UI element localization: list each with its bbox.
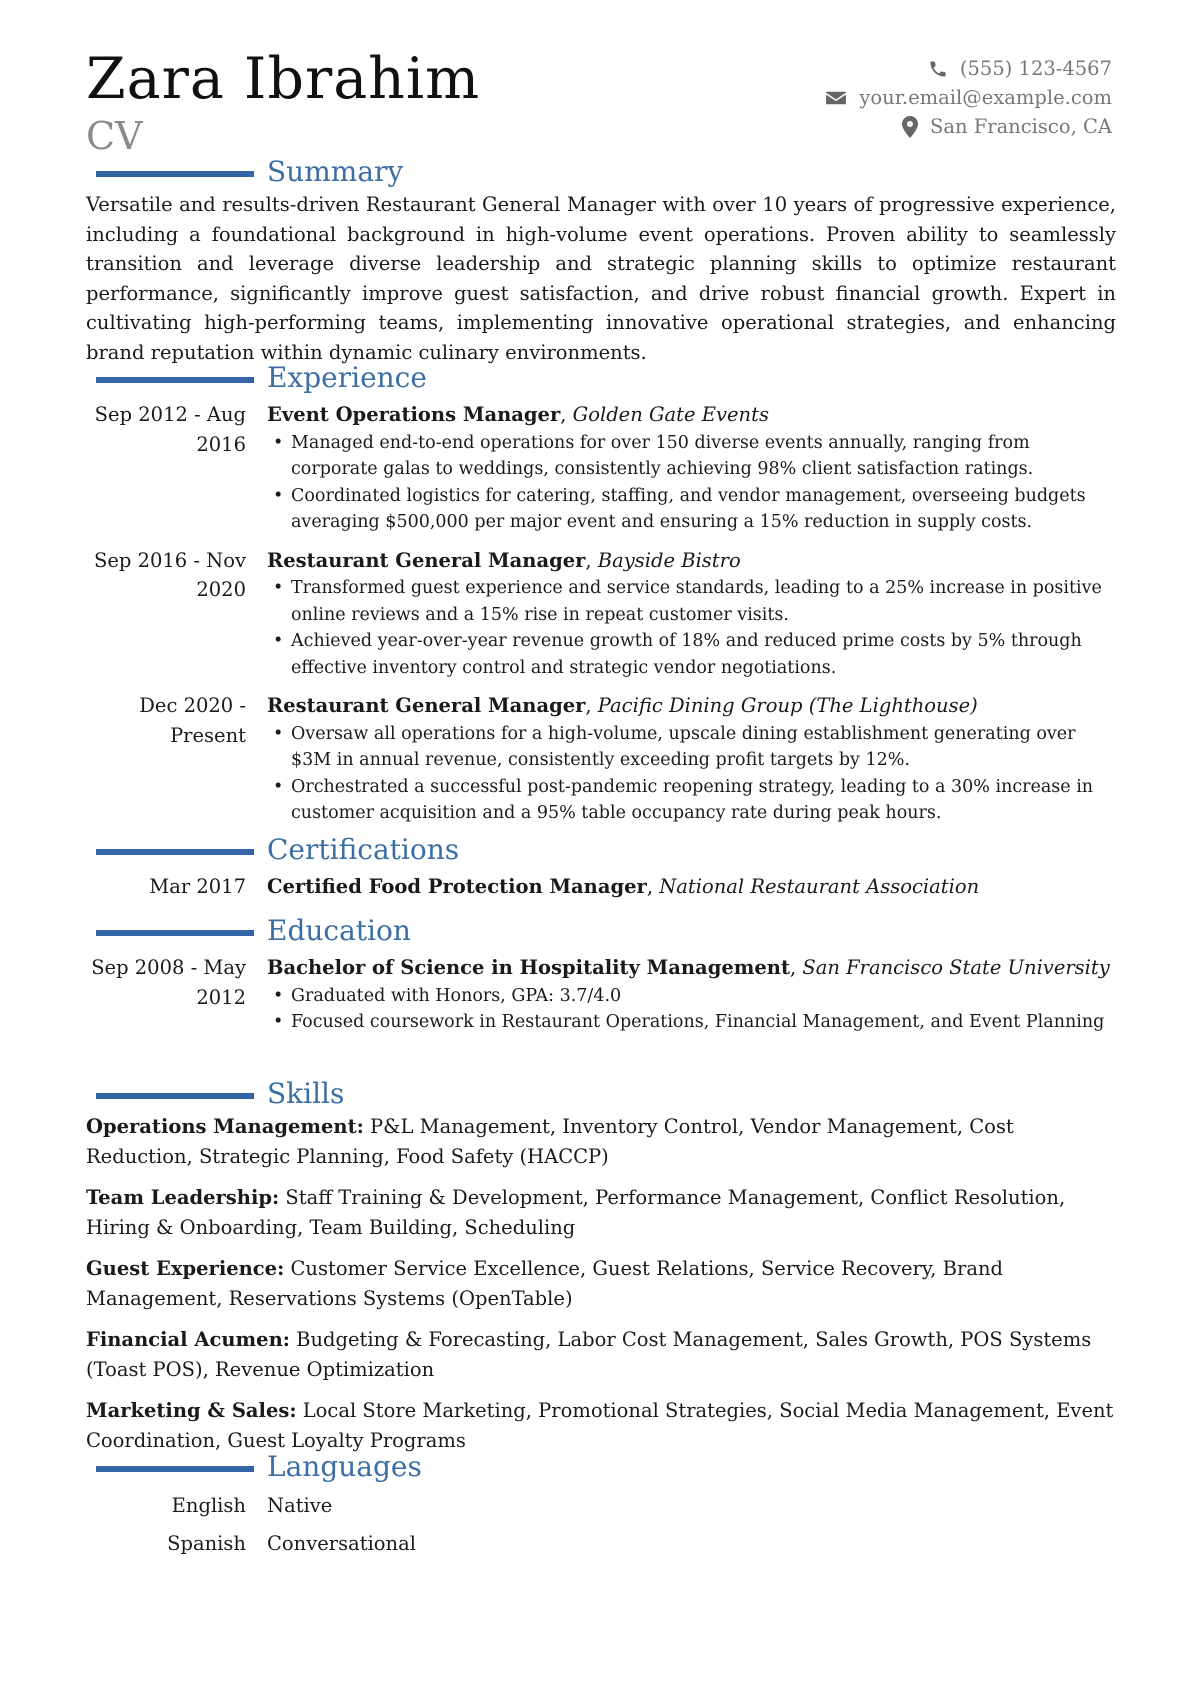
email-link[interactable]: your.email@example.com	[859, 86, 1112, 109]
location-text: San Francisco, CA	[929, 115, 1112, 138]
skill-label: Marketing & Sales:	[86, 1399, 297, 1422]
contact-email	[692, 83, 1112, 112]
language-level: Native	[267, 1494, 333, 1517]
experience-entry	[86, 691, 1116, 827]
language-entry	[86, 1529, 1116, 1559]
section-title: Certifications	[267, 833, 460, 866]
role-title: Restaurant General Manager	[267, 694, 586, 717]
education-section	[86, 913, 1116, 1046]
bullet-item: • Achieved year-over-year revenue growth of 18% and reduced prime costs by 5% through effective inventory control and strategic vendor negotiations.	[291, 628, 1116, 681]
skill-group	[86, 1396, 1116, 1455]
organization: Bayside Bistro	[597, 548, 741, 572]
skill-group	[86, 1112, 1116, 1171]
section-bar	[96, 930, 254, 936]
bullet-item: • Focused coursework in Restaurant Operations, Financial Management, and Event Planning	[291, 1009, 1116, 1036]
entry-heading: Event Operations Manager, Golden Gate Events	[267, 403, 769, 426]
skill-items: Customer Service Excellence, Guest Relations, Service Recovery, Brand Management, Reservations Systems (OpenTable)	[86, 1257, 1003, 1310]
section-title: Languages	[267, 1450, 422, 1483]
skill-label: Operations Management:	[86, 1115, 364, 1138]
skill-items: Local Store Marketing, Promotional Strategies, Social Media Management, Event Coordination, Guest Loyalty Programs	[86, 1399, 1114, 1452]
cv-header	[86, 44, 1112, 156]
bullet-item: • Oversaw all operations for a high-volume, upscale dining establishment generating over $3M in annual revenue, consistently exceeding profit targets by 12%.	[291, 721, 1116, 774]
skill-group	[86, 1254, 1116, 1313]
envelope-icon	[825, 89, 847, 107]
languages-heading	[86, 1449, 1116, 1485]
skill-items: P&L Management, Inventory Control, Vendor Management, Cost Reduction, Strategic Planning, Food Safety (HACCP)	[86, 1115, 1014, 1168]
entry-date: Sep 2016 - Nov 2020	[93, 548, 246, 601]
entry-date: Mar 2017	[149, 875, 246, 898]
role-title: Restaurant General Manager	[267, 548, 586, 572]
language-entry	[86, 1491, 1116, 1521]
bullet-list	[267, 430, 1116, 536]
experience-entry	[86, 400, 1116, 536]
bullet-item: • Managed end-to-end operations for over 150 diverse events annually, ranging from corporate galas to weddings, consistently achieving 98% client satisfaction ratings.	[291, 430, 1116, 483]
skills-section	[86, 1076, 1116, 1467]
language-level: Conversational	[267, 1531, 416, 1555]
bullet-item: • Orchestrated a successful post-pandemic reopening strategy, leading to a 30% increase in customer acquisition and a 95% table occupancy rate during peak hours.	[291, 774, 1116, 827]
phone-text[interactable]: (555) 123-4567	[959, 57, 1112, 80]
document-type: CV	[86, 114, 143, 158]
bullet-item: • Transformed guest experience and service standards, leading to a 25% increase in positive online reviews and a 15% rise in repeat customer visits.	[291, 575, 1116, 628]
language-name: English	[171, 1494, 246, 1517]
skills-heading	[86, 1076, 1116, 1112]
entry-date: Sep 2008 - May 2012	[91, 956, 246, 1009]
language-name: Spanish	[167, 1531, 246, 1555]
contact-phone	[692, 54, 1112, 83]
experience-section	[86, 360, 1116, 837]
entry-date: Sep 2012 - Aug 2016	[94, 403, 246, 456]
languages-section	[86, 1449, 1116, 1566]
section-title: Summary	[267, 155, 404, 188]
skill-group	[86, 1325, 1116, 1384]
certification-name: Certified Food Protection Manager	[267, 875, 647, 898]
summary-section	[86, 154, 1116, 367]
phone-icon	[928, 59, 948, 79]
organization: National Restaurant Association	[659, 875, 980, 898]
entry-date: Dec 2020 - Present	[139, 694, 246, 747]
section-title: Education	[267, 914, 411, 947]
bullet-item: • Coordinated logistics for catering, staffing, and vendor management, overseeing budgets averaging $500,000 per major event and ensuring a 15% reduction in supply costs.	[291, 483, 1116, 536]
skill-group	[86, 1183, 1116, 1242]
contact-block	[692, 54, 1112, 141]
role-title: Event Operations Manager	[267, 403, 561, 426]
section-title: Experience	[267, 361, 427, 394]
experience-entry	[86, 546, 1116, 682]
entry-heading: Restaurant General Manager, Pacific Dining Group (The Lighthouse)	[267, 694, 978, 717]
map-marker-icon	[902, 116, 918, 138]
entry-heading: Restaurant General Manager, Bayside Bistro	[267, 548, 741, 572]
bullet-list	[267, 721, 1116, 827]
education-heading	[86, 913, 1116, 949]
section-bar	[96, 1466, 254, 1472]
experience-heading	[86, 360, 1116, 396]
organization: Golden Gate Events	[572, 403, 769, 426]
bullet-item: • Graduated with Honors, GPA: 3.7/4.0	[291, 983, 1116, 1010]
skill-label: Guest Experience:	[86, 1257, 285, 1280]
certifications-heading	[86, 832, 1116, 868]
section-bar	[96, 377, 254, 383]
skill-items: Budgeting & Forecasting, Labor Cost Management, Sales Growth, POS Systems (Toast POS), Revenue Optimization	[86, 1328, 1092, 1381]
section-bar	[96, 171, 254, 177]
education-entry	[86, 953, 1116, 1036]
skill-items: Staff Training & Development, Performance Management, Conflict Resolution, Hiring & Onboarding, Team Building, Scheduling	[86, 1186, 1066, 1239]
organization: Pacific Dining Group (The Lighthouse)	[597, 694, 978, 717]
summary-text: Versatile and results-driven Restaurant General Manager with over 10 years of progressive experience, including a foundational background in high-volume event operations. Proven ability to seamlessly transition and leverage diverse leadership and strategic planning skills to optimize restaurant performance, significantly improve guest satisfaction, and drive robust financial growth. Expert in cultivating high-performing teams, implementing innovative operational strategies, and enhancing brand reputation within dynamic culinary environments.	[86, 193, 1116, 364]
certifications-section	[86, 832, 1116, 912]
section-bar	[96, 1093, 254, 1099]
section-bar	[96, 849, 254, 855]
certification-entry	[86, 872, 1116, 902]
summary-heading	[86, 154, 1116, 190]
section-title: Skills	[267, 1077, 345, 1110]
organization: San Francisco State University	[802, 956, 1110, 979]
bullet-list	[267, 575, 1116, 681]
bullet-list	[267, 983, 1116, 1036]
candidate-name: Zara Ibrahim	[86, 46, 481, 112]
entry-heading: Certified Food Protection Manager, National Restaurant Association	[267, 875, 980, 898]
entry-heading: Bachelor of Science in Hospitality Management, San Francisco State University	[267, 956, 1110, 979]
contact-location	[692, 112, 1112, 141]
degree-title: Bachelor of Science in Hospitality Management	[267, 956, 790, 979]
skill-label: Financial Acumen:	[86, 1328, 290, 1351]
skill-label: Team Leadership:	[86, 1186, 280, 1209]
